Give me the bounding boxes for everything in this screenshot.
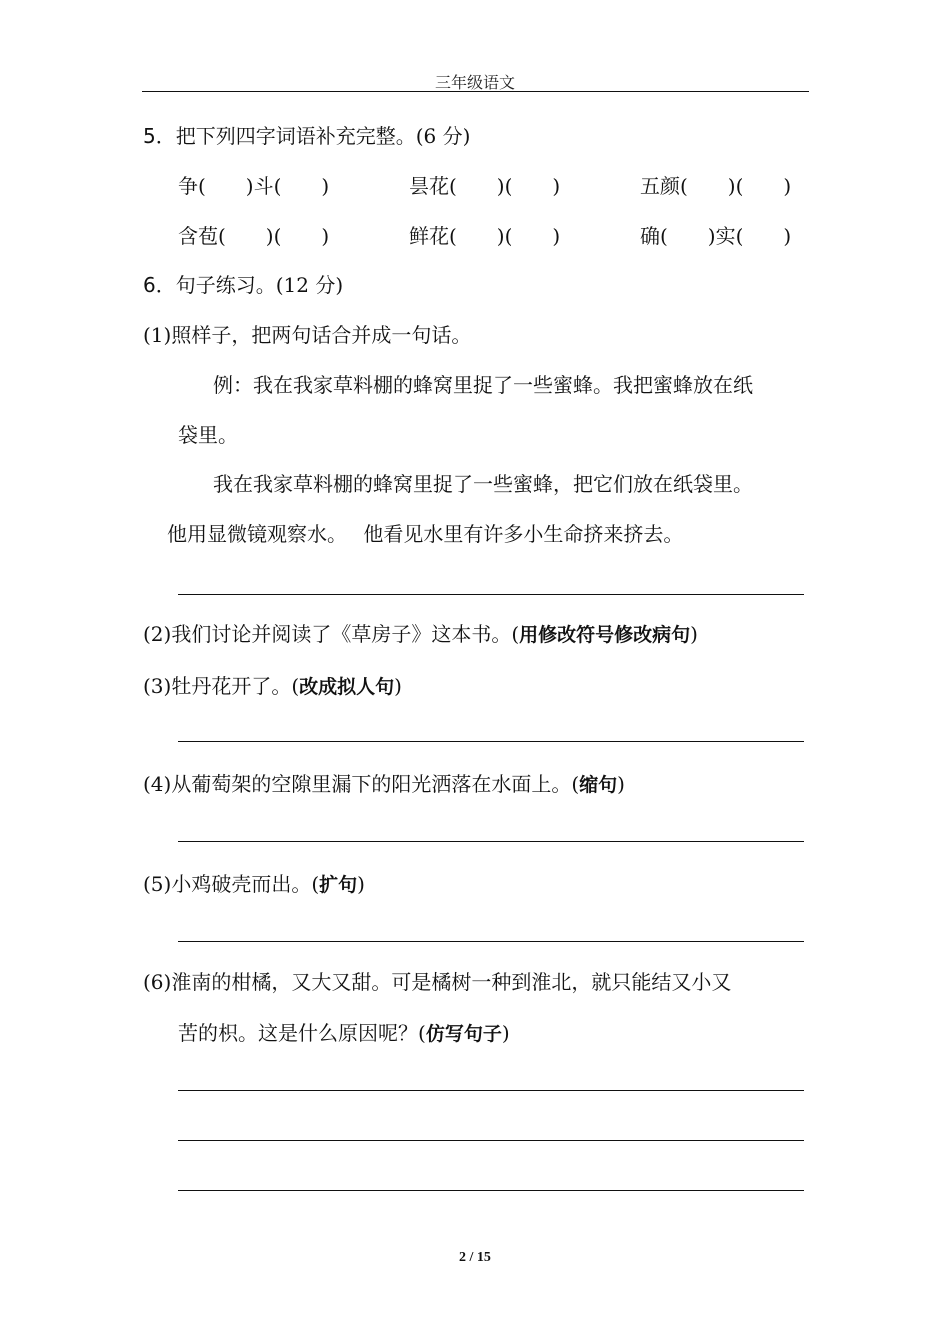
subquestion-1-task: 他用显微镜观察水。 他看见水里有许多小生命挤来挤去。 bbox=[167, 522, 684, 546]
subquestion-2-text: (2)我们讨论并阅读了《草房子》这本书。( bbox=[143, 622, 520, 646]
question-6-text: 句子练习。(12 分) bbox=[175, 273, 344, 297]
page-number: 2 / 15 bbox=[459, 1250, 491, 1265]
subquestion-5 bbox=[143, 872, 365, 897]
subquestion-6-line-2 bbox=[178, 1021, 510, 1046]
answer-line-6a[interactable] bbox=[178, 1090, 804, 1091]
subquestion-4 bbox=[143, 772, 625, 797]
question-5-title bbox=[143, 124, 470, 148]
idiom-blank-3: 五颜( )( ) bbox=[640, 174, 792, 198]
answer-line-3[interactable] bbox=[178, 741, 804, 742]
subquestion-5-text: (5)小鸡破壳而出。( bbox=[143, 872, 320, 896]
subquestion-4-text: (4)从葡萄架的空隙里漏下的阳光洒落在水面上。( bbox=[143, 772, 580, 796]
subquestion-6-text: 苦的枳。这是什么原因呢？( bbox=[178, 1021, 426, 1045]
answer-line-4[interactable] bbox=[178, 841, 804, 842]
subquestion-6-instruction: 仿写句子 bbox=[425, 1023, 502, 1045]
subquestion-5-instruction: 扩句 bbox=[319, 874, 358, 896]
answer-line-5[interactable] bbox=[178, 941, 804, 942]
subquestion-5-close: ) bbox=[357, 872, 365, 896]
idiom-blank-6: 确( )实( ) bbox=[640, 224, 792, 248]
subquestion-2-close: ) bbox=[690, 622, 698, 646]
subquestion-2-instruction: 用修改符号修改病句 bbox=[519, 624, 691, 646]
subquestion-2 bbox=[143, 622, 698, 647]
answer-line-6b[interactable] bbox=[178, 1140, 804, 1141]
subquestion-3-close: ) bbox=[394, 674, 402, 698]
example-line-2: 袋里。 bbox=[178, 423, 238, 447]
header-divider bbox=[142, 91, 809, 92]
question-6-number: 6． bbox=[143, 273, 176, 297]
subquestion-6-line-1: (6)淮南的柑橘，又大又甜。可是橘树一种到淮北，就只能结又小又 bbox=[143, 970, 732, 994]
subquestion-3-instruction: 改成拟人句 bbox=[299, 676, 395, 698]
idiom-blank-4: 含苞( )( ) bbox=[178, 224, 330, 248]
subquestion-3 bbox=[143, 674, 402, 699]
question-6-title bbox=[143, 273, 343, 297]
answer-line-1[interactable] bbox=[178, 594, 804, 595]
idiom-blank-5: 鲜花( )( ) bbox=[409, 224, 561, 248]
example-answer: 我在我家草料棚的蜂窝里捉了一些蜜蜂，把它们放在纸袋里。 bbox=[213, 472, 753, 496]
question-5-number: 5． bbox=[143, 124, 176, 148]
subquestion-4-instruction: 缩句 bbox=[579, 774, 618, 796]
answer-line-6c[interactable] bbox=[178, 1190, 804, 1191]
question-5-text: 把下列四字词语补充完整。(6 分) bbox=[175, 124, 471, 148]
example-line-1: 例：我在我家草料棚的蜂窝里捉了一些蜜蜂。我把蜜蜂放在纸 bbox=[213, 373, 753, 397]
subquestion-4-close: ) bbox=[617, 772, 625, 796]
subquestion-1-prompt: (1)照样子，把两句话合并成一句话。 bbox=[143, 323, 472, 347]
idiom-blank-1: 争( )斗( ) bbox=[178, 174, 330, 198]
subquestion-3-text: (3)牡丹花开了。( bbox=[143, 674, 300, 698]
page-header: 三年级语文 bbox=[434, 73, 515, 92]
idiom-blank-2: 昙花( )( ) bbox=[409, 174, 561, 198]
subquestion-6-close: ) bbox=[501, 1021, 510, 1045]
